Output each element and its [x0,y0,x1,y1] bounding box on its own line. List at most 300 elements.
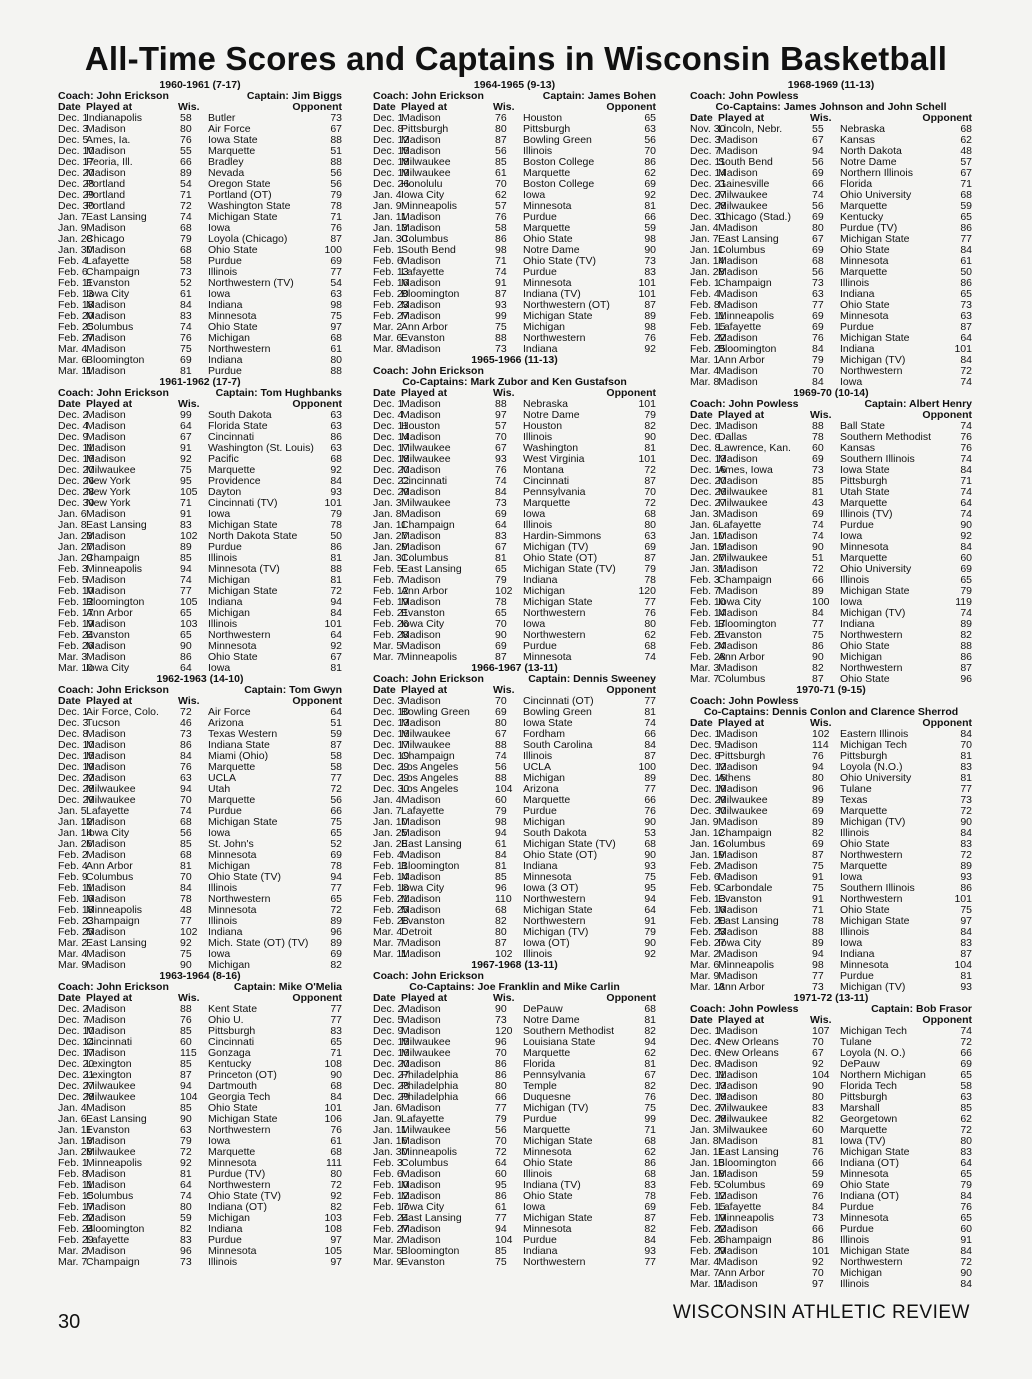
season-section [373,80,656,355]
opponent-name: Indiana [208,299,243,311]
opponent-score: 64 [644,904,656,916]
header-played-at: Played at [718,717,765,729]
wisconsin-score: 56 [812,266,824,278]
opponent-name: Illinois [840,926,870,938]
wisconsin-score: 73 [495,343,507,355]
wisconsin-score: 80 [812,772,824,784]
game-date: Mar. 7 [690,673,720,685]
wisconsin-score: 71 [180,189,192,201]
game-location: Cincinnati [401,475,448,487]
game-location: Madison [718,255,758,267]
game-location: Madison [86,530,126,542]
opponent-name: Michigan [523,585,566,597]
opponent-name: Gonzaga [208,1047,251,1059]
game-date: Feb. 21 [373,607,409,619]
opponent-score: 98 [330,299,342,311]
game-date: Feb. 15 [58,1190,94,1202]
game-date: Dec. 2 [58,1003,89,1015]
header-date: Date [690,1014,713,1026]
game-location: Madison [718,222,758,234]
opponent-score: 101 [638,398,656,410]
game-location: Milwaukee [718,805,768,817]
opponent-name: Minnesota [840,1212,889,1224]
game-date: Feb. 7 [373,574,403,586]
wisconsin-score: 94 [812,145,824,157]
wisconsin-score: 66 [180,156,192,168]
opponent-score: 78 [330,860,342,872]
game-row [373,949,656,960]
game-location: Iowa City [718,596,762,608]
co-captains: Co-Captains: Mark Zubor and Ken Gustafson [402,376,627,388]
opponent-name: Purdue [523,805,557,817]
opponent-name: Iowa [840,871,863,883]
game-location: Columbus [718,838,766,850]
opponent-score: 65 [960,574,972,586]
opponent-score: 69 [644,541,656,553]
opponent-name: Michigan State (TV) [523,838,616,850]
wisconsin-score: 55 [812,123,824,135]
wisconsin-score: 79 [495,1113,507,1125]
opponent-score: 70 [644,486,656,498]
wisconsin-score: 88 [180,1003,192,1015]
opponent-name: Michigan State [208,211,278,223]
opponent-score: 81 [644,1058,656,1070]
opponent-score: 87 [960,948,972,960]
wisconsin-score: 54 [180,178,192,190]
opponent-score: 64 [960,1157,972,1169]
game-date: Feb. 27 [690,937,726,949]
opponent-score: 72 [644,464,656,476]
game-date: Dec. 6 [690,431,721,443]
wisconsin-score: 98 [495,244,507,256]
game-date: Dec. 28 [58,486,95,498]
game-date: Jan. 11 [373,211,407,223]
game-location: Madison [401,134,441,146]
game-date: Jan. 14 [58,827,93,839]
opponent-name: Florida Tech [840,1080,898,1092]
game-date: Dec. 17 [58,1047,95,1059]
game-location: Portland [86,200,126,212]
opponent-score: 48 [960,145,972,157]
game-date: Dec. 17 [373,739,410,751]
game-location: Madison [401,1003,441,1015]
wisconsin-score: 86 [495,233,507,245]
opponent-score: 93 [644,860,656,872]
opponent-score: 68 [330,453,342,465]
opponent-score: 74 [644,717,656,729]
captain-name: Captain: Jim Biggs [246,90,342,102]
opponent-score: 76 [644,607,656,619]
wisconsin-score: 65 [495,563,507,575]
opponent-name: Indiana (OT) [840,1157,899,1169]
opponent-score: 66 [644,728,656,740]
game-date: Dec. 20 [58,1058,95,1070]
game-date: Jan. 8 [58,519,87,531]
wisconsin-score: 56 [812,200,824,212]
opponent-score: 59 [644,222,656,234]
game-date: Jan. 7 [373,805,402,817]
header-opponent: Opponent [922,112,972,124]
opponent-name: Louisiana State [523,1036,596,1048]
opponent-name: Houston [523,112,563,124]
game-location: Iowa City [401,1201,445,1213]
co-captains: Co-Captains: Dennis Conlon and Clarence Sherrod [703,706,959,718]
page-title: All-Time Scores and Captains in Wisconsin Basketball [84,40,948,77]
game-date: Mar. 11 [690,1278,725,1290]
wisconsin-score: 94 [812,761,824,773]
wisconsin-score: 97 [495,409,507,421]
opponent-name: Indiana [208,354,243,366]
game-location: Philadelphia [401,1069,459,1081]
wisconsin-score: 68 [812,255,824,267]
opponent-name: Michigan [523,772,566,784]
column-3 [690,80,972,1290]
wisconsin-score: 84 [180,750,192,762]
opponent-score: 78 [644,1190,656,1202]
wisconsin-score: 81 [180,1168,192,1180]
wisconsin-score: 70 [495,1135,507,1147]
wisconsin-score: 95 [495,1179,507,1191]
opponent-score: 79 [644,926,656,938]
wisconsin-score: 110 [495,893,512,905]
game-date: Dec. 26 [58,475,95,487]
coach-name: Coach: John Powless [690,1003,799,1015]
game-date: Dec. 20 [690,475,727,487]
game-date: Feb. 13 [373,266,409,278]
wisconsin-score: 72 [180,706,192,718]
game-date: Dec. 27 [690,189,727,201]
opponent-score: 80 [330,1168,342,1180]
opponent-score: 68 [330,1080,342,1092]
opponent-score: 64 [960,332,972,344]
wisconsin-score: 70 [812,365,824,377]
game-date: Dec. 4 [373,409,404,421]
wisconsin-score: 76 [180,761,192,773]
opponent-score: 99 [644,1113,656,1125]
opponent-score: 87 [644,750,656,762]
opponent-name: Ohio University [840,772,912,784]
game-date: Mar. 4 [58,948,88,960]
game-date: Dec. 5 [373,1014,404,1026]
wisconsin-score: 69 [812,244,824,256]
game-date: Feb. 17 [373,1201,409,1213]
game-location: Madison [718,607,758,619]
opponent-name: Michigan (TV) [840,981,906,993]
opponent-name: Ohio State [840,244,890,256]
wisconsin-score: 74 [180,574,192,586]
wisconsin-score: 57 [495,420,507,432]
opponent-name: Ohio State [840,1179,890,1191]
game-date: Mar. 4 [58,343,88,355]
wisconsin-score: 69 [812,508,824,520]
opponent-score: 92 [330,1190,342,1202]
game-date: Dec. 7 [690,145,721,157]
opponent-score: 86 [330,541,342,553]
game-date: Feb. 29 [690,1245,726,1257]
game-location: Madison [718,871,758,883]
opponent-score: 69 [960,1058,972,1070]
game-date: Mar. 8 [690,376,720,388]
opponent-name: Nebraska [523,398,568,410]
wisconsin-score: 57 [495,200,507,212]
co-captains: Co-Captains: Joe Franklin and Mike Carlin [409,981,620,993]
coach-name: Coach: John Powless [690,90,799,102]
opponent-score: 65 [960,288,972,300]
opponent-score: 58 [330,761,342,773]
game-location: Indianapolis [86,112,143,124]
opponent-score: 59 [960,200,972,212]
game-location: Madison [86,618,126,630]
opponent-score: 76 [644,1091,656,1103]
game-location: Madison [86,1047,126,1059]
wisconsin-score: 61 [495,167,507,179]
game-date: Feb. 1 [58,1157,88,1169]
opponent-score: 77 [960,783,972,795]
game-date: Jan. 11 [690,244,724,256]
game-location: East Lansing [86,211,147,223]
wisconsin-score: 90 [812,651,824,663]
opponent-score: 86 [960,222,972,234]
opponent-name: Nebraska [840,123,885,135]
season-section [58,377,342,674]
game-location: Madison [86,893,126,905]
game-location: Madison [718,145,758,157]
game-location: Ames, Ia. [86,134,131,146]
header-wis: Wis. [178,101,200,113]
game-location: Champaign [401,519,455,531]
opponent-score: 60 [960,552,972,564]
wisconsin-score: 64 [495,1157,507,1169]
game-date: Dec. 3 [373,695,404,707]
opponent-score: 63 [644,530,656,542]
opponent-name: Marquette [523,1124,571,1136]
game-date: Dec. 16 [690,464,727,476]
opponent-score: 81 [644,706,656,718]
wisconsin-score: 91 [495,277,507,289]
opponent-score: 72 [960,1124,972,1136]
header-opponent: Opponent [606,992,656,1004]
wisconsin-score: 56 [495,761,507,773]
wisconsin-score: 79 [812,354,824,366]
opponent-score: 101 [638,453,656,465]
header-opponent: Opponent [292,101,342,113]
game-location: Iowa City [401,189,445,201]
opponent-name: Ohio University [840,563,912,575]
season-section [373,663,656,960]
game-date: Feb. 4 [58,255,88,267]
header-date: Date [690,717,713,729]
opponent-name: Illinois [840,574,870,586]
opponent-name: Indiana [208,1223,243,1235]
opponent-name: Eastern Illinois [840,728,909,740]
opponent-score: 73 [330,112,342,124]
opponent-name: Indiana [523,1245,558,1257]
game-date: Jan. 27 [690,552,725,564]
game-date: Mar. 2 [373,321,403,333]
opponent-name: Michigan State [523,1212,593,1224]
opponent-score: 63 [330,442,342,454]
opponent-name: Michigan State [840,915,910,927]
game-date: Jan. 28 [690,266,725,278]
game-date: Jan. 5 [58,805,87,817]
opponent-score: 54 [330,277,342,289]
opponent-score: 86 [330,431,342,443]
game-location: Madison [401,937,441,949]
game-date: Dec. 27 [373,1069,410,1081]
opponent-score: 68 [644,508,656,520]
opponent-score: 66 [330,805,342,817]
wisconsin-score: 79 [495,805,507,817]
game-location: Madison [401,486,441,498]
opponent-score: 94 [330,871,342,883]
opponent-name: Michigan [840,1267,883,1279]
wisconsin-score: 61 [495,1201,507,1213]
game-date: Mar. 4 [373,926,403,938]
opponent-score: 82 [644,1025,656,1037]
game-location: Milwaukee [86,464,136,476]
opponent-name: Purdue [840,519,874,531]
game-location: Dallas [718,431,748,443]
game-location: Bloomington [401,1245,460,1257]
wisconsin-score: 69 [812,838,824,850]
header-played-at: Played at [718,409,765,421]
game-date: Jan. 30 [58,244,93,256]
opponent-score: 75 [644,871,656,883]
game-location: Madison [401,299,441,311]
wisconsin-score: 71 [180,497,192,509]
wisconsin-score: 91 [180,442,192,454]
opponent-name: Kentucky [840,211,884,223]
opponent-name: Florida [523,1058,556,1070]
opponent-name: Michigan [208,607,251,619]
game-date: Mar. 6 [58,354,88,366]
game-date: Jan. 15 [690,1157,725,1169]
game-date: Dec. 27 [690,1102,727,1114]
opponent-score: 62 [644,629,656,641]
game-location: Minneapolis [86,1157,143,1169]
wisconsin-score: 84 [180,882,192,894]
wisconsin-score: 95 [180,475,192,487]
opponent-name: St. John's [208,838,254,850]
opponent-name: Northwestern [840,1256,903,1268]
wisconsin-score: 75 [812,629,824,641]
opponent-score: 51 [330,145,342,157]
wisconsin-score: 58 [180,112,192,124]
game-date: Jan. 6 [373,1102,402,1114]
wisconsin-score: 84 [812,376,824,388]
game-location: Madison [86,222,126,234]
opponent-name: Cincinnati (TV) [208,497,278,509]
game-date: Jan. 10 [690,530,725,542]
wisconsin-score: 76 [180,332,192,344]
game-date: Dec. 5 [690,739,721,751]
opponent-score: 58 [330,750,342,762]
game-location: Madison [401,794,441,806]
game-date: Dec. 6 [690,1047,721,1059]
wisconsin-score: 74 [495,266,507,278]
opponent-score: 84 [960,354,972,366]
opponent-name: Iowa (TV) [840,1135,886,1147]
opponent-name: Ohio State [840,299,890,311]
opponent-score: 81 [644,1014,656,1026]
wisconsin-score: 115 [180,1047,197,1059]
wisconsin-score: 75 [812,860,824,872]
opponent-score: 72 [330,904,342,916]
opponent-score: 72 [330,783,342,795]
wisconsin-score: 78 [812,915,824,927]
opponent-name: Loyola (Chicago) [208,233,288,245]
opponent-score: 69 [644,1201,656,1213]
opponent-name: Notre Dame [523,1014,580,1026]
game-location: Lafayette [401,1113,445,1125]
opponent-score: 68 [644,1003,656,1015]
game-location: South Bend [718,156,773,168]
game-location: Iowa City [86,827,130,839]
opponent-name: Northern Illinois [840,167,913,179]
opponent-score: 70 [644,145,656,157]
opponent-score: 88 [960,640,972,652]
wisconsin-score: 102 [812,728,830,740]
game-location: Madison [86,838,126,850]
opponent-name: Minnesota [523,651,572,663]
wisconsin-score: 74 [180,805,192,817]
game-location: Madison [86,453,126,465]
game-location: East Lansing [718,915,779,927]
game-date: Feb. 4 [690,288,720,300]
opponent-name: Tulane [840,1036,872,1048]
wisconsin-score: 89 [812,937,824,949]
opponent-score: 90 [644,816,656,828]
game-location: Madison [718,563,758,575]
game-row [690,982,972,993]
opponent-name: Iowa [208,288,231,300]
wisconsin-score: 73 [812,981,824,993]
wisconsin-score: 73 [180,728,192,740]
opponent-score: 92 [644,189,656,201]
opponent-score: 93 [330,486,342,498]
game-date: Jan. 6 [58,508,87,520]
wisconsin-score: 81 [180,365,192,377]
game-location: Honolulu [401,178,443,190]
wisconsin-score: 87 [812,849,824,861]
game-location: Evanston [718,629,762,641]
game-location: Champaign [86,552,140,564]
opponent-score: 77 [960,233,972,245]
opponent-score: 65 [960,1168,972,1180]
game-date: Feb. 27 [373,1223,409,1235]
game-location: Bowling Green [401,706,470,718]
opponent-name: Minnesota [523,277,572,289]
opponent-score: 86 [644,1157,656,1169]
opponent-name: Washington (St. Louis) [208,442,314,454]
header-played-at: Played at [401,387,448,399]
opponent-score: 77 [644,596,656,608]
game-date: Dec. 11 [373,420,409,432]
opponent-name: Michigan (TV) [840,816,906,828]
game-location: Bloomington [718,1157,777,1169]
captain-name: Captain: Tom Gwyn [244,684,342,696]
game-location: East Lansing [401,1212,462,1224]
game-date: Mar. 7 [373,651,403,663]
opponent-name: Michigan (TV) [523,541,589,553]
opponent-score: 65 [330,827,342,839]
game-date: Dec. 20 [58,167,95,179]
opponent-name: Marshall [840,1102,880,1114]
game-date: Feb. 1 [373,244,403,256]
wisconsin-score: 75 [180,464,192,476]
opponent-name: Marquette [840,266,888,278]
opponent-name: Northwestern [523,1256,586,1268]
